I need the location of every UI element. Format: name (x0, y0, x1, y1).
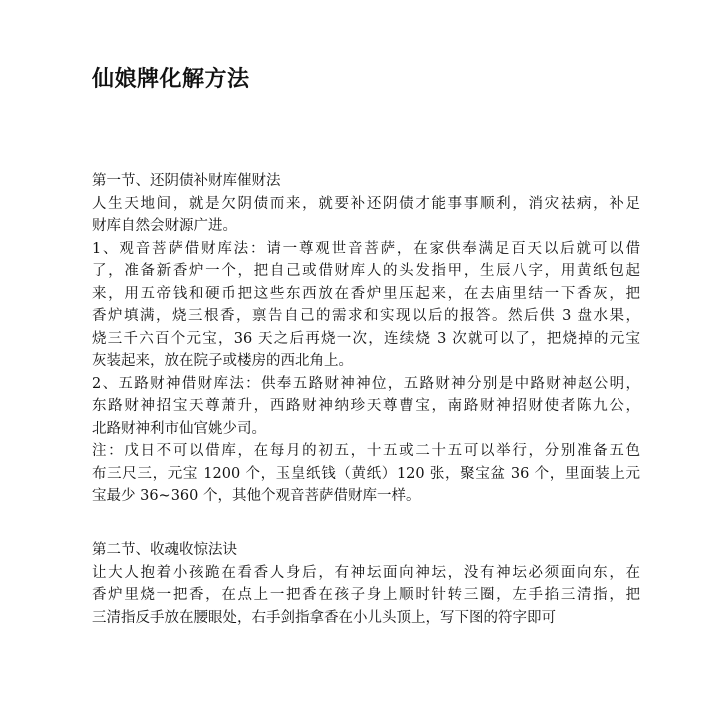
paragraph-line: 东路财神招宝天尊萧升，西路财神纳珍天尊曹宝，南路财神招财使者陈九公， (92, 398, 640, 414)
section-1 (92, 170, 640, 508)
document-title: 仙娘牌化解方法 (92, 67, 250, 92)
paragraph-line: 灰装起来，放在院子或楼房的西北角上。 (92, 353, 353, 369)
paragraph-line: 人生天地间，就是欠阴债而来，就要补还阴债才能事事顺利，消灾祛病，补足 (92, 195, 640, 212)
paragraph-line: 来，用五帝钱和硬币把这些东西放在香炉里压起来，在去庙里结一下香灰，把 (92, 285, 640, 302)
paragraph-line: 让大人抱着小孩跪在看香人身后，有神坛面向神坛，没有神坛必须面向东，在 (92, 564, 640, 581)
paragraph-line: 了，准备新香炉一个，把自己或借财库人的头发指甲，生辰八字，用黄纸包起 (92, 263, 640, 279)
paragraph-line: 烧三千六百个元宝，36 天之后再烧一次，连续烧 3 次就可以了，把烧掉的元宝 (92, 330, 640, 347)
paragraph-line: 三清指反手放在腰眼处，右手剑指拿香在小儿头顶上，写下图的符字即可 (92, 609, 556, 626)
paragraph-line: 北路财神利市仙官姚少司。 (92, 420, 266, 437)
paragraph-line: 第一节、还阴债补财库催财法 (92, 173, 281, 189)
paragraph-line: 宝最少 36~360 个，其他个观音菩萨借财库一样。 (92, 488, 421, 504)
paragraph-line: 香炉里烧一把香，在点上一把香在孩子身上顺时针转三圈，左手掐三清指，把 (92, 587, 640, 603)
paragraph-line: 布三尺三，元宝 1200 个，玉皇纸钱（黄纸）120 张，聚宝盆 36 个，里面装上元 (92, 465, 640, 482)
paragraph-line: 注：戊日不可以借库，在每月的初五，十五或二十五可以举行，分别准备五色 (92, 443, 640, 459)
paragraph-line: 2、五路财神借财库法：供奉五路财神神位，五路财神分别是中路财神赵公明， (92, 375, 640, 392)
paragraph-line: 1、观音菩萨借财库法：请一尊观世音菩萨，在家供奉满足百天以后就可以借 (92, 240, 640, 257)
paragraph-line: 财库自然会财源广进。 (92, 218, 237, 234)
section-2 (92, 539, 640, 629)
paragraph-line: 第二节、收魂收惊法诀 (92, 542, 237, 558)
paragraph-line: 香炉填满，烧三根香，禀告自己的需求和实现以后的报答。然后供 3 盘水果， (92, 308, 640, 324)
